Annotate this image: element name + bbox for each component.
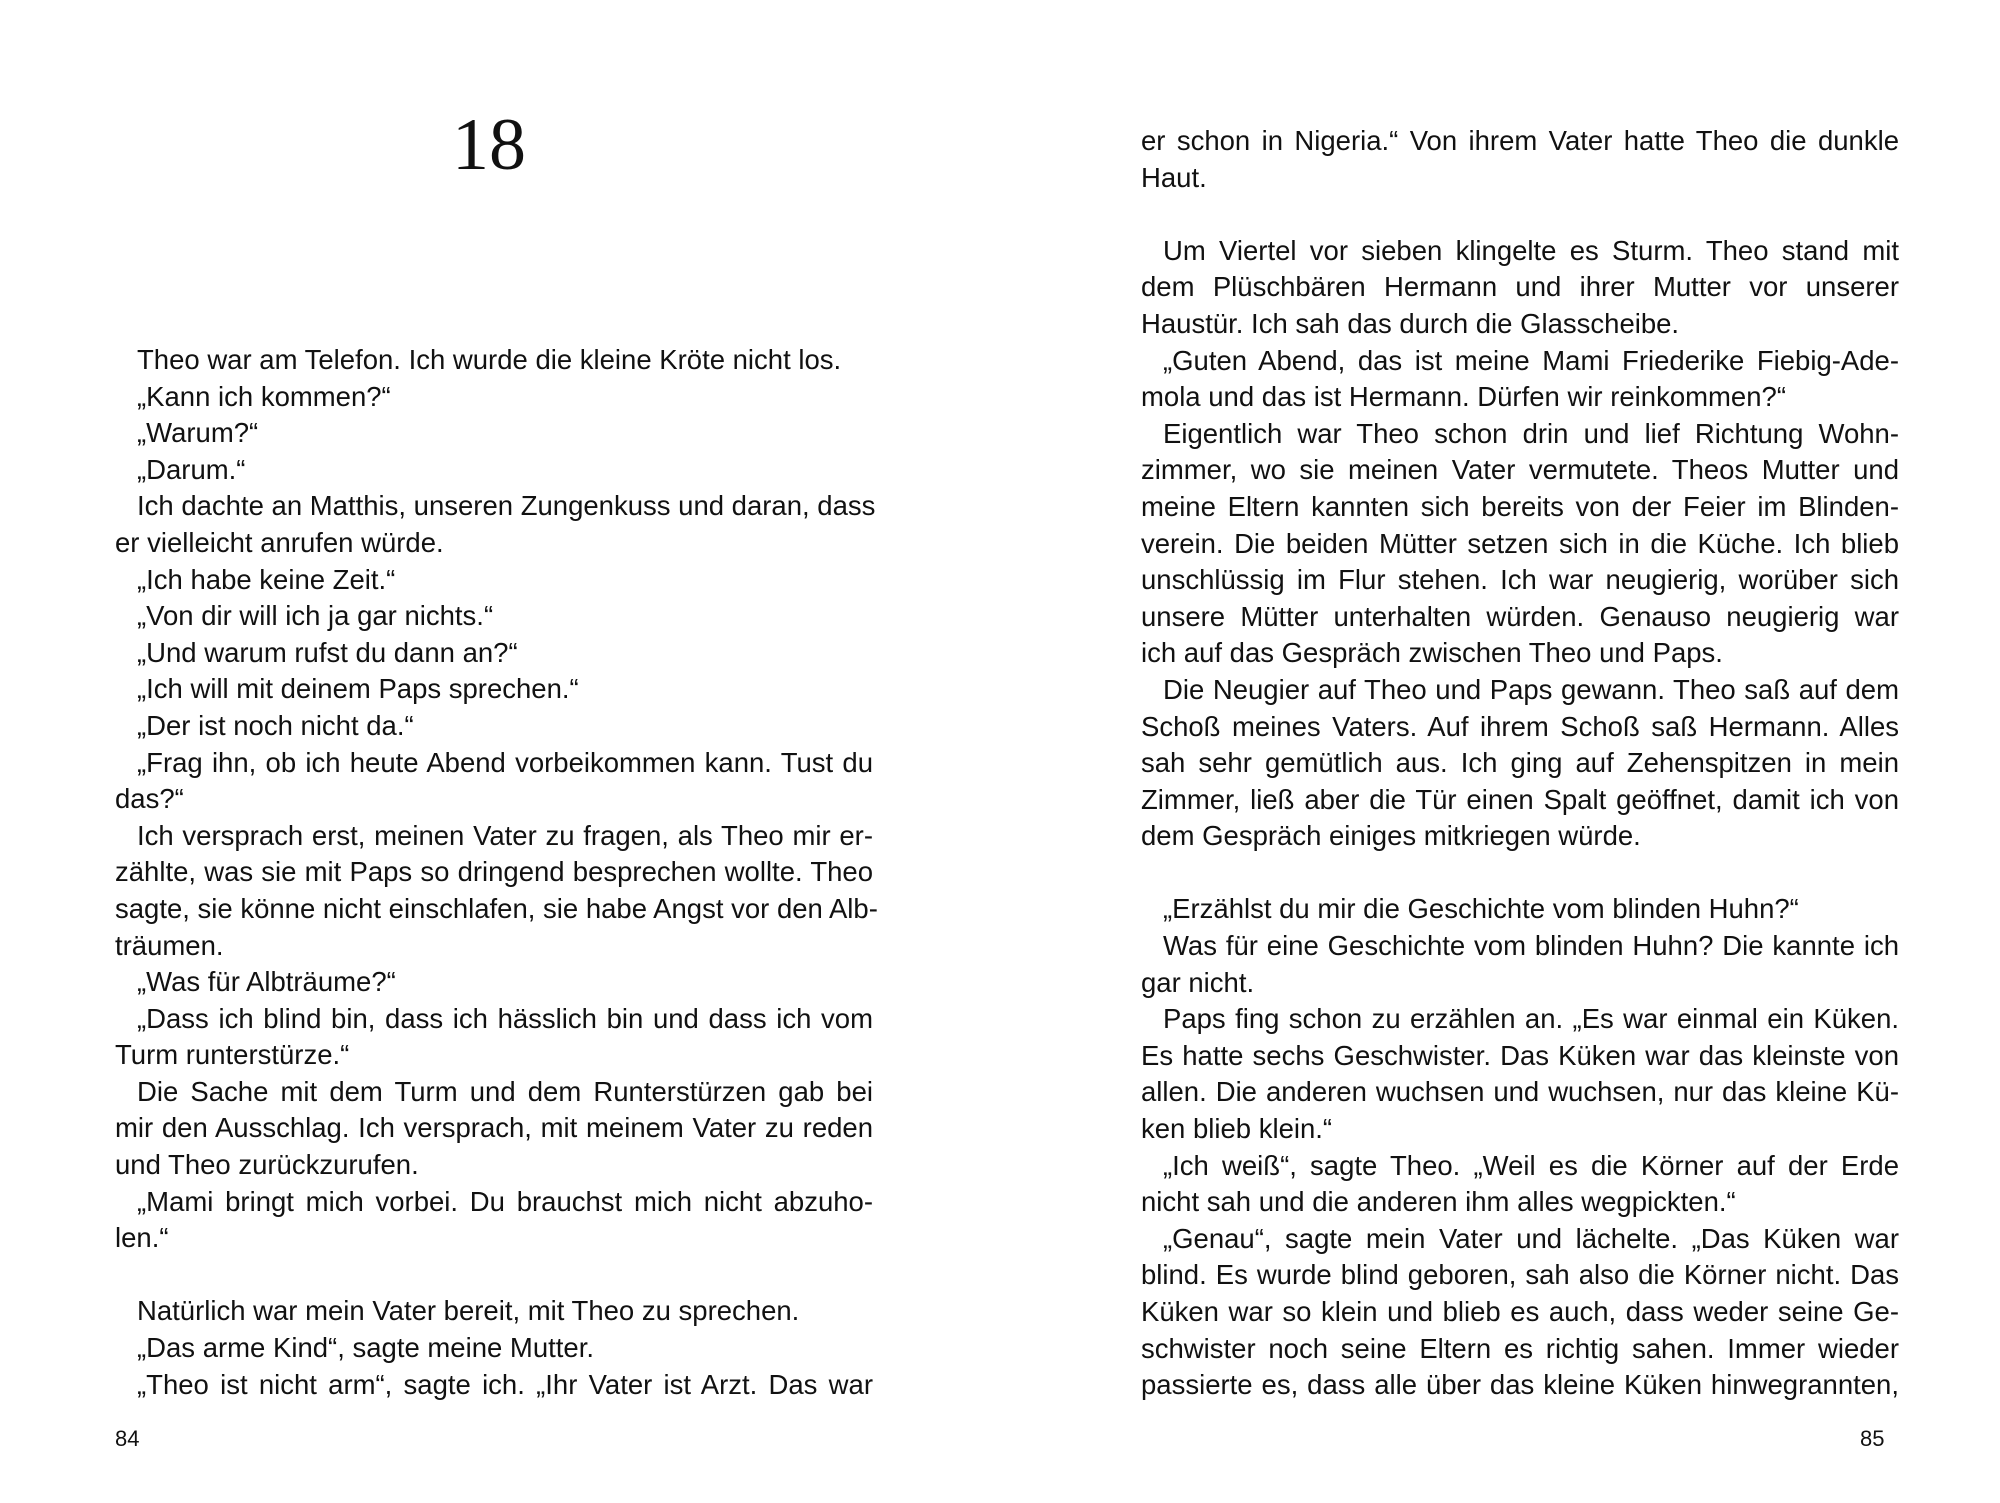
text-line: Es hatte sechs Geschwister. Das Küken war das kleinste von — [1141, 1039, 1899, 1071]
text-line: Haustür. Ich sah das durch die Glasscheibe. — [1141, 307, 1680, 339]
text-line: dem Gespräch einiges mitkriegen würde. — [1141, 820, 1641, 852]
text-line: zählte, was sie mit Paps so dringend besprechen wollte. Theo — [115, 856, 873, 888]
text-line: zimmer, wo sie meinen Vater vermutete. Theos Mutter und — [1141, 454, 1899, 486]
text-line: „Ich will mit deinem Paps sprechen.“ — [137, 673, 579, 705]
text-line: „Guten Abend, das ist meine Mami Friederike Fiebig-Ade- — [1163, 344, 1899, 376]
text-line: sah sehr gemütlich aus. Ich ging auf Zehenspitzen in mein — [1141, 747, 1899, 779]
text-line: er vielleicht anrufen würde. — [115, 526, 444, 558]
text-line: träumen. — [115, 929, 224, 961]
text-line: schwister noch seine Eltern es richtig sahen. Immer wieder — [1141, 1332, 1899, 1364]
text-line: Was für eine Geschichte vom blinden Huhn? Die kannte ich — [1163, 930, 1899, 962]
text-line: „Kann ich kommen?“ — [137, 380, 391, 412]
text-line: „Dass ich blind bin, dass ich hässlich bin und dass ich vom — [137, 1002, 873, 1034]
text-line: Die Sache mit dem Turm und dem Runterstürzen gab bei — [137, 1075, 873, 1107]
text-line: blind. Es wurde blind geboren, sah also die Körner nicht. Das — [1141, 1259, 1899, 1291]
text-line: „Frag ihn, ob ich heute Abend vorbeikommen kann. Tust du — [137, 746, 873, 778]
text-line: dem Plüschbären Hermann und ihrer Mutter vor unserer — [1141, 271, 1899, 303]
text-line: Haut. — [1141, 161, 1207, 193]
text-line: „Von dir will ich ja gar nichts.“ — [137, 600, 494, 632]
text-line: meine Eltern kannten sich bereits von der Feier im Blinden- — [1141, 490, 1899, 522]
text-line: Ich dachte an Matthis, unseren Zungenkuss und daran, dass — [137, 490, 876, 522]
blank-line — [1141, 196, 1899, 233]
text-line: „Was für Albträume?“ — [137, 966, 396, 998]
text-line: „Genau“, sagte mein Vater und lächelte. „Das Küken war — [1163, 1222, 1899, 1254]
text-line: mir den Ausschlag. Ich versprach, mit meinem Vater zu reden — [115, 1112, 873, 1144]
text-line: „Ich weiß“, sagte Theo. „Weil es die Körner auf der Erde — [1163, 1149, 1899, 1181]
text-line: ich auf das Gespräch zwischen Theo und Paps. — [1141, 637, 1723, 669]
text-line: „Erzählst du mir die Geschichte vom blinden Huhn?“ — [1163, 893, 1799, 925]
text-line: verein. Die beiden Mütter setzen sich in die Küche. Ich blieb — [1141, 527, 1899, 559]
text-line: Schoß meines Vaters. Auf ihrem Schoß saß Hermann. Alles — [1141, 710, 1899, 742]
text-line: „Darum.“ — [137, 453, 246, 485]
text-line: „Ich habe keine Zeit.“ — [137, 563, 396, 595]
text-line: das?“ — [115, 783, 184, 815]
text-line: Theo war am Telefon. Ich wurde die kleine Kröte nicht los. — [137, 344, 842, 375]
chapter-number: 18 — [452, 104, 526, 186]
text-line: er schon in Nigeria.“ Von ihrem Vater hatte Theo die dunkle — [1141, 125, 1899, 156]
text-line: „Mami bringt mich vorbei. Du brauchst mich nicht abzuho- — [137, 1185, 873, 1217]
text-line: unsere Mütter unterhalten würden. Genauso neugierig war — [1141, 600, 1899, 632]
text-line: Paps fing schon zu erzählen an. „Es war einmal ein Küken. — [1163, 1003, 1899, 1035]
right-page-text — [1141, 123, 1899, 1404]
text-line: Natürlich war mein Vater bereit, mit Theo zu sprechen. — [137, 1295, 800, 1327]
text-line: Zimmer, ließ aber die Tür einen Spalt geöffnet, damit ich von — [1141, 783, 1899, 815]
blank-line — [1141, 855, 1899, 892]
left-page-text — [115, 342, 878, 1403]
text-line: Küken war so klein und blieb es auch, dass weder seine Ge- — [1141, 1296, 1899, 1327]
text-line: Ich versprach erst, meinen Vater zu fragen, als Theo mir er- — [137, 819, 873, 851]
text-line: Turm runterstürze.“ — [115, 1039, 350, 1071]
text-line: Um Viertel vor sieben klingelte es Sturm. Theo stand mit — [1163, 234, 1899, 266]
text-line: gar nicht. — [1141, 966, 1255, 998]
page-number-left: 84 — [115, 1426, 140, 1451]
text-line: ken blieb klein.“ — [1141, 1113, 1333, 1145]
text-line: passierte es, dass alle über das kleine Küken hinwegrannten, — [1141, 1369, 1899, 1401]
blank-line — [115, 1257, 873, 1294]
text-line: allen. Die anderen wuchsen und wuchsen, nur das kleine Kü- — [1141, 1076, 1899, 1108]
text-line: „Warum?“ — [137, 417, 259, 449]
text-line: mola und das ist Hermann. Dürfen wir reinkommen?“ — [1141, 381, 1786, 413]
text-line: Die Neugier auf Theo und Paps gewann. Theo saß auf dem — [1163, 673, 1899, 705]
text-line: sagte, sie könne nicht einschlafen, sie habe Angst vor den Alb- — [115, 892, 878, 924]
page-number-right: 85 — [1860, 1426, 1885, 1451]
text-line: und Theo zurückzurufen. — [115, 1149, 419, 1181]
text-line: Eigentlich war Theo schon drin und lief Richtung Wohn- — [1163, 417, 1899, 449]
text-line: „Das arme Kind“, sagte meine Mutter. — [137, 1332, 594, 1364]
text-line: nicht sah und die anderen ihm alles wegpickten.“ — [1141, 1186, 1736, 1218]
text-line: „Und warum rufst du dann an?“ — [137, 636, 518, 668]
text-line: unschlüssig im Flur stehen. Ich war neugierig, worüber sich — [1141, 564, 1899, 596]
text-line: len.“ — [115, 1222, 169, 1254]
text-line: „Der ist noch nicht da.“ — [137, 709, 414, 741]
right-page — [1000, 0, 2000, 1503]
text-line: „Theo ist nicht arm“, sagte ich. „Ihr Vater ist Arzt. Das war — [137, 1368, 873, 1400]
